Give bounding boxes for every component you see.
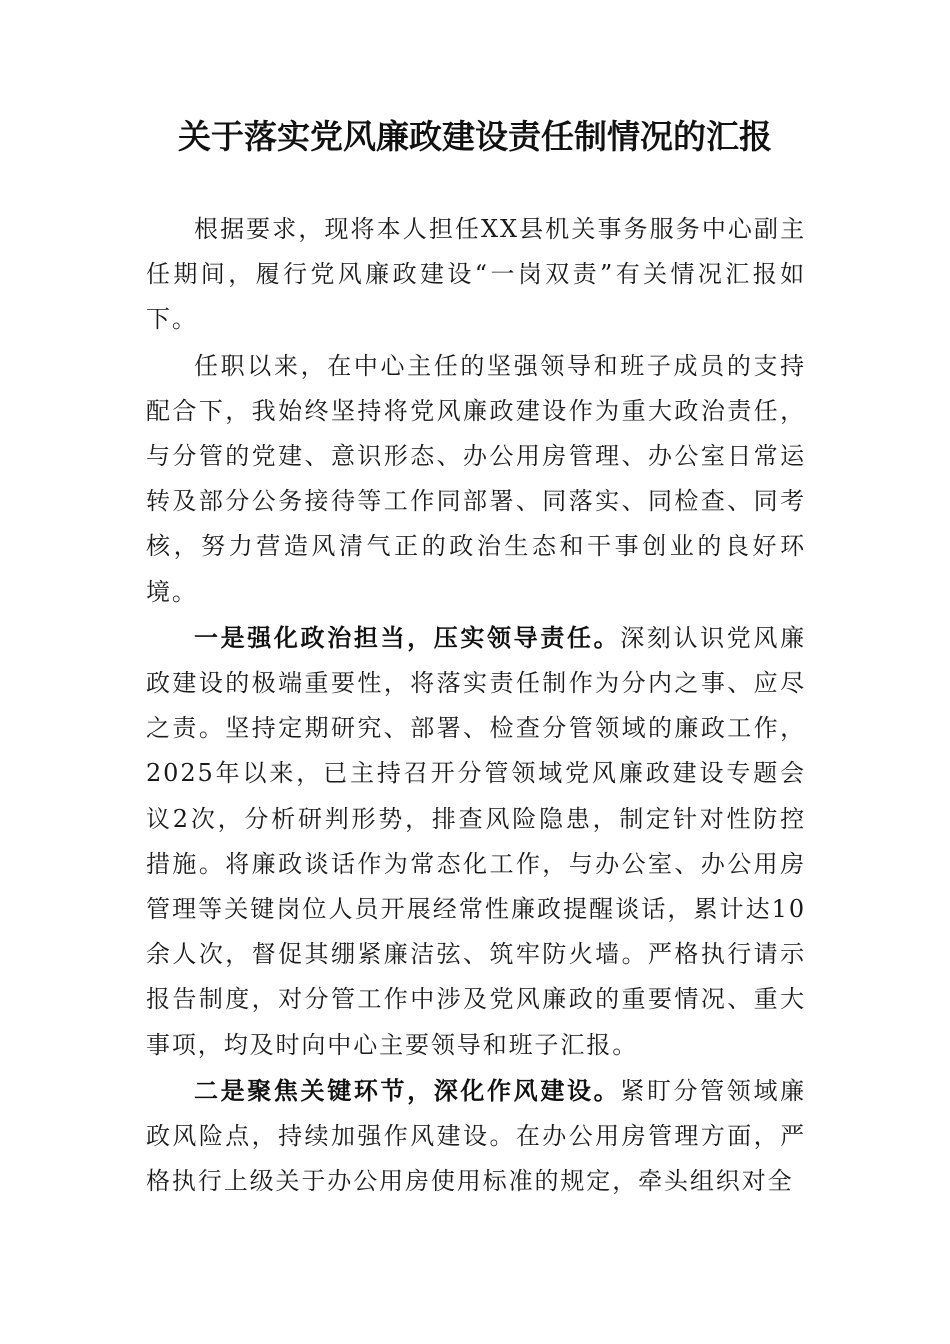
paragraph-text: 紧盯分管领域廉政风险点，持续加强作风建设。在办公用房管理方面，严格执行上级关于办公用房使用标准的规定，牵头组织对全 — [146, 1076, 806, 1196]
paragraph-point-one — [146, 615, 806, 1068]
document-body — [146, 206, 806, 1204]
paragraph-lead: 二是聚焦关键环节，深化作风建设。 — [194, 1075, 621, 1105]
paragraph-point-two — [146, 1068, 806, 1205]
paragraph-text: 根据要求，现将本人担任XX县机关事务服务中心副主任期间，履行党风廉政建设“一岗双责”有关情况汇报如下。 — [146, 215, 806, 334]
paragraph-text: 任职以来，在中心主任的坚强领导和班子成员的支持配合下，我始终坚持将党风廉政建设作为重大政治责任，与分管的党建、意识形态、办公用房管理、办公室日常运转及部分公务接待等工作同部署、同落实、同检查、同考核，努力营造风清气正的政治生态和干事创业的良好环境。 — [146, 351, 806, 606]
paragraph-text: 深刻认识党风廉政建设的极端重要性，将落实责任制作为分内之事、应尽之责。坚持定期研究、部署、检查分管领域的廉政工作，2025年以来，已主持召开分管领域党风廉政建设专题会议2次，分析研判形势，排查风险隐患，制定针对性防控措施。将廉政谈话作为常态化工作，与办公室、办公用房管理等关键岗位人员开展经常性廉政提醒谈话，累计达10余人次，督促其绷紧廉洁弦、筑牢防火墙。严格执行请示报告制度，对分管工作中涉及党风廉政的重要情况、重大事项，均及时向中心主要领导和班子汇报。 — [146, 623, 806, 1059]
paragraph-lead: 一是强化政治担当，压实领导责任。 — [194, 622, 621, 652]
document-title: 关于落实党风廉政建设责任制情况的汇报 — [178, 117, 772, 156]
paragraph-intro — [146, 206, 806, 343]
paragraph-overview — [146, 343, 806, 615]
